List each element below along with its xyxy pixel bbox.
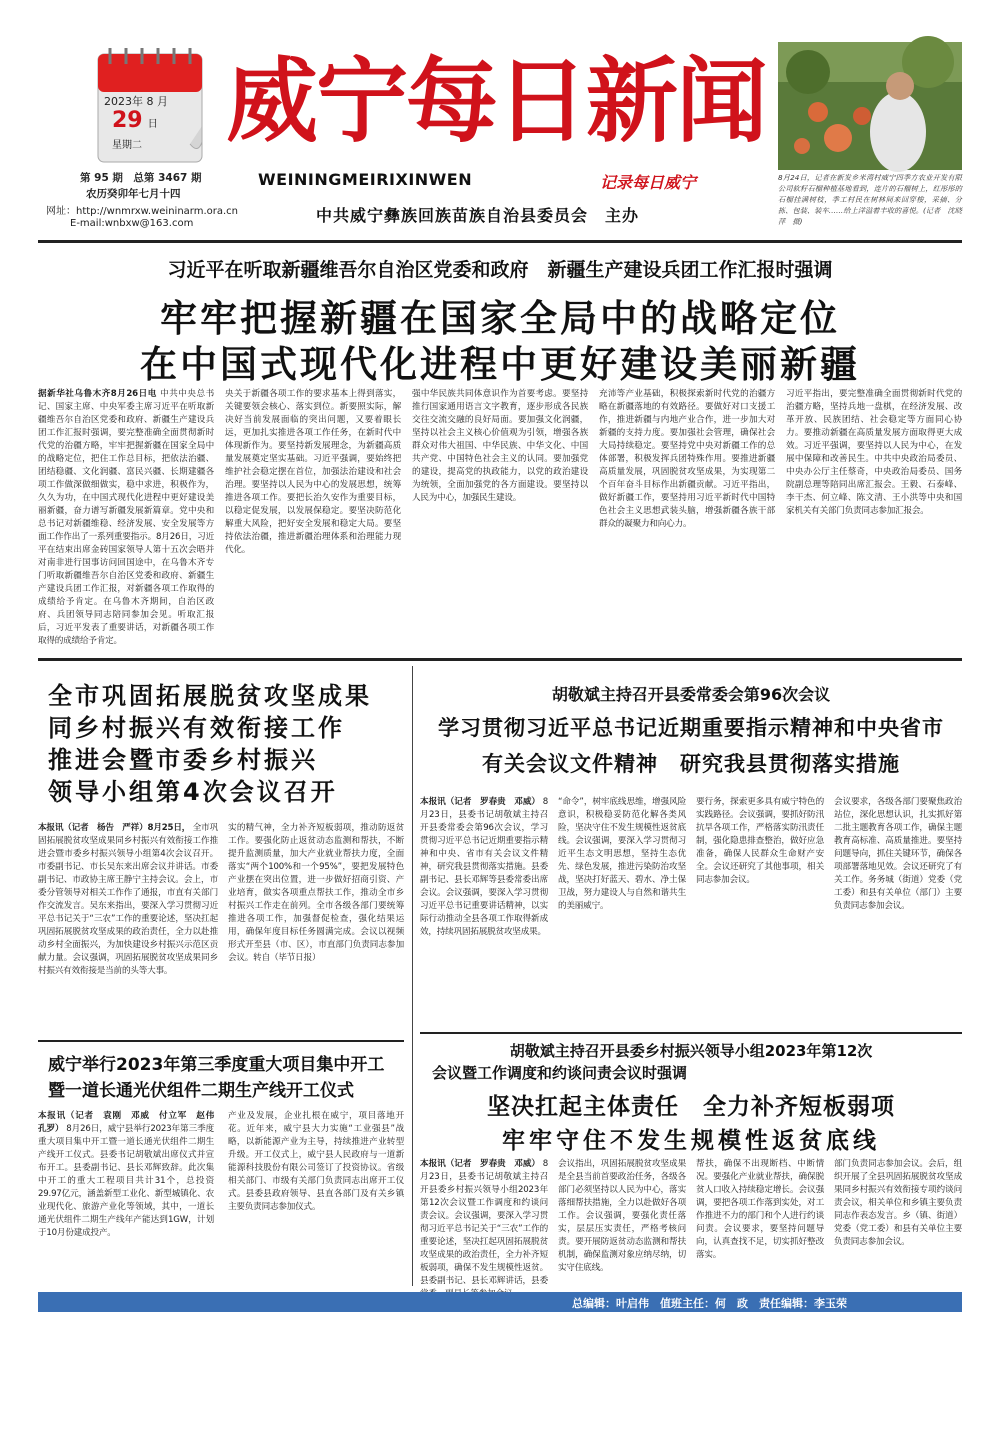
article3-text-2: “命令”，树牢底线思维，增强风险意识，积极稳妥防范化解各类风险，坚决守住不发生规模性返贫底线。会议强调，要深入学习贯彻习近平生态文明思想，坚持生态优先、绿色发展，推进污染防治攻坚战，坚决打好蓝天、碧水、净土保卫战，努力建设人与自然和谐共生的美丽威宁。	[558, 797, 686, 911]
calendar-weekday: 星期二	[112, 140, 142, 151]
article5-text-4: 部门负责同志参加会议。会后，组织开展了全县巩固拓展脱贫攻坚成果同乡村振兴有效衔接专项约谈问责会议，相关单位和乡镇主要负责同志作表态发言。乡（镇、街道）党委（党工委）和县有关单位主要负责同志参加会议。	[834, 1159, 962, 1247]
article5-byline: 本报讯（记者 罗春贵 邓威）	[420, 1159, 540, 1169]
article3-text-4: 会议要求，各级各部门要聚焦政治站位，深化思想认识，扎实抓好第二批主题教育各项工作，确保主题教育高标准、高质量推进。要坚持问题导向，抓住关键环节，确保各项部署落地见效。会议还研究了有关工作。务务城（街道）党委（党工委）和县有关单位（部门）主要负责同志参加会议。	[834, 797, 962, 911]
article3-headline-1: 学习贯彻习近平总书记近期重要指示精神和中央省市	[438, 716, 944, 740]
article5-column-3	[696, 1158, 824, 1286]
article3-column-4	[834, 796, 962, 1026]
article1-headline-1: 牢牢把握新疆在国家全局中的战略定位	[160, 297, 840, 340]
article4-column-1	[38, 1110, 223, 1286]
article5-headline-1: 坚决扛起主体责任 全力补齐短板弱项	[487, 1094, 895, 1120]
article2-headline-1: 全市巩固拓展脱贫攻坚成果	[48, 682, 372, 710]
email: E-mail:wnbxw@163.com	[70, 218, 194, 229]
newspaper-pinyin: WEININGMEIRIXINWEN	[258, 170, 473, 189]
article1-column-5	[786, 388, 962, 650]
article2-headline-3: 推进会暨市委乡村振兴	[48, 746, 318, 774]
cover-photo	[778, 42, 962, 170]
calendar-day	[112, 108, 158, 133]
article4-headline-1: 威宁举行2023年第三季度重大项目集中开工	[48, 1055, 385, 1075]
article1-text-5: 习近平指出，要完整准确全面贯彻新时代党的治疆方略，坚持兵地一盘棋，在经济发展、改革开放、民族团结、社会稳定等方面同心协力。要推动新疆在高质量发展方面取得更大成效。习近平强调，要坚持以人民为中心，在发展中保障和改善民生。中共中央政治局委员、中央办公厅主任蔡奇，中央政治局委员、国务院副总理等陪同出席汇报会。王毅、石泰峰、李干杰、何立峰、陈文清、王小洪等中央和国家机关有关部门负责同志参加汇报会。	[786, 389, 962, 516]
article4-headline	[48, 1052, 398, 1104]
masthead-rule	[38, 240, 962, 243]
article4-column-2	[228, 1110, 404, 1286]
article5-text-3: 帮扶，确保不出现断档、中断情况。要强化产业就业帮扶，确保脱贫人口收入持续稳定增长。会议强调，要把各项工作落到实处，对工作推进不力的部门和个人进行约谈问责。会议要求，要坚持问题导向，认真查找不足，切实抓好整改落实。	[696, 1159, 824, 1260]
lunar-date: 农历癸卯年七月十四	[86, 188, 181, 200]
newspaper-title: 威宁每日新闻	[226, 47, 767, 155]
article1-kicker: 习近平在听取新疆维吾尔自治区党委和政府 新疆生产建设兵团工作汇报时强调	[167, 259, 833, 281]
article3-column-1	[420, 796, 548, 1026]
article1-byline: 据新华社乌鲁木齐8月26日电	[38, 389, 157, 399]
article3-byline: 本报讯（记者 罗春贵 邓威）	[420, 797, 540, 807]
article3-column-3	[696, 796, 824, 1026]
article5-text-1: 8月23日，县委书记胡敬斌主持召开县委乡村振兴领导小组2023年第12次会议暨工作调度和约谈问责会议。会议强调，要深入学习贯彻习近平总书记关于“三农”工作的重要论述，坚决扛起巩固拓展脱贫攻坚成果的政治责任，全力补齐短板弱项，确保不发生规模性返贫。县委副书记、县长邓辉讲话，县委	[420, 1159, 548, 1286]
article3-headline-2: 有关会议文件精神 研究我县贯彻落实措施	[482, 752, 900, 776]
article2-headline	[48, 680, 388, 808]
article2-byline: 本报讯（记者 杨告 严祥）8月25日，	[38, 823, 191, 833]
article1-column-3	[412, 388, 588, 650]
article4-headline-2: 暨一道长通光伏组件二期生产线开工仪式	[48, 1081, 354, 1101]
article1-rule	[38, 658, 962, 661]
article5-headline-2: 牢牢守住不发生规模性返贫底线	[502, 1128, 880, 1154]
article1-text-1: 中共中央总书记、国家主席、中央军委主席习近平在听取新疆维吾尔自治区党委和政府、新疆生产建设兵团工作汇报时强调，要完整准确全面贯彻新时代党的治疆方略，牢牢把握新疆在国家全局中的战略定位，把住工作总目标，把依法治疆、团结稳疆、文化润疆、富民兴疆、长期建疆各项工作做深做细做实，稳中求进，积极作为，久久为功，在中国式现代化进程中更好建设美丽新疆，奋力谱写新疆发展新篇章。党中央和总书记对新疆维稳、经济发展、安全发展等方面工作作出了一系列重要指示。8月26日，习近平在结束出席金砖国家领导人第十五次会晤并对南非进行国事访问回国途中，在乌鲁木齐专门听取新疆维吾尔自治区党委和政府、新疆生产建设兵团工作汇报，对新疆各项工作取得的成绩给予肯定。在乌鲁木齐期间，自治区政府、兵团领导同志陪同参加会见。听取汇报后，习近平发表了重要讲话，对新疆各项工作取得的成绩给予肯定。	[38, 389, 214, 646]
calendar-day-number: 29	[112, 108, 143, 133]
article1-text-3: 强中华民族共同体意识作为首要考虑。要坚持推行国家通用语言文字教育，逐步形成各民族交往交流交融的良好局面。要加强文化润疆，坚持以社会主义核心价值观为引领，增强各族群众对伟大祖国、中华民族、中华文化、中国共产党、中国特色社会主义的认同。要加强党的建设，提高党的执政能力，以党的政治建设为统领，全面加强党的各方面建设。要坚持以人民为中心，加强民生建设。	[412, 389, 588, 503]
issue-number: 第 95 期 总第 3467 期	[80, 172, 202, 184]
article4-text-1: 8月26日，威宁县举行2023年第三季度重大项目集中开工暨一道长通光伏组件二期生产线开工仪式。县委书记胡敬斌出席仪式并宣布开工。县委副书记、县长邓辉致辞。此次集中开工的重大工程项目共计31个，总投资29.97亿元，涵盖新型工业化、新型城镇化、农业现代化、旅游产业化等领域，其中，一道长通光伏组件二期生产线年产能达到1GW，计划于10月份建成投产。	[38, 1124, 214, 1238]
article4-text-2: 产业及发展，企业扎根在威宁，项目落地开花。近年来，威宁县大力实施“工业强县”战略，以新能源产业为主导，持续推进产业转型升级。开工仪式上，威宁县人民政府与一道新能源科技股份有限公司签订了投资协议。省级相关部门、市级有关部门负责同志出席开工仪式。县委县政府领导、县直各部门及有关乡镇主要负责同志参加仪式。	[228, 1111, 404, 1212]
article1-text-4: 充沛等产业基础，积极探索新时代党的治疆方略在新疆落地的有效路径。要做好对口支援工作，推进新疆与内地产业合作，进一步加大对新疆的支持力度。要加强社会管理，确保社会大局持续稳定。要坚持党中央对新疆工作的总体部署，积极发挥兵团特殊作用。要推进新疆高质量发展，巩固脱贫攻坚成果，为实现第二个百年奋斗目标作出新疆贡献。习近平指出，做好新疆工作，要坚持用习近平新时代中国特色社会主义思想武装头脑，增强新疆各族干部群众的凝聚力和向心力。	[599, 389, 775, 529]
column-divider	[412, 666, 413, 1286]
calendar-year-month: 2023年 8 月	[104, 95, 168, 108]
article5-kicker-1: 胡敬斌主持召开县委乡村振兴领导小组2023年第12次	[509, 1042, 873, 1060]
article2-column-2	[228, 822, 404, 1030]
article3-kicker: 胡敬斌主持召开县委常委会第96次会议	[551, 685, 831, 704]
article1-column-1	[38, 388, 214, 650]
article1-column-4	[599, 388, 775, 650]
sponsor-line: 中共威宁彝族回族苗族自治县委员会 主办	[316, 206, 640, 225]
article1-column-2	[225, 388, 401, 650]
article3-rule	[420, 1032, 962, 1034]
photo-caption: 8月24日，记者在新发乡米湾村威宁四季方农业开发有限公司软籽石榴种植基地看到，连片的石榴树上，红彤彤的石榴挂满树枝，季工村民在树林间来回穿梭，采摘、分拣、包装、装车……给上洋溢着丰收的喜悦。(记者 沈晓萍 摄)	[778, 173, 962, 226]
calendar-day-suffix: 日	[147, 119, 158, 130]
slogan: 记录每日威宁	[600, 173, 697, 192]
article2-headline-4: 领导小组第4次会议召开	[48, 778, 338, 806]
article5-column-1	[420, 1158, 548, 1286]
footer-credits: 总编辑：叶启伟 值班主任：何 政 责任编辑：李玉荣	[572, 1297, 847, 1310]
article2-text-2: 实的精气神，全力补齐短板弱项，推动防返贫工作。要强化防止返贫动态监测和帮扶，不断提升监测质量，加大产业就业帮扶力度，全面落实“两个100%和一个95%”，要把发展特色产业摆在突出位置，进一步做好招商引资、产业培育，做实各项重点帮扶工作，推动全市乡村振兴工作走在前列。全市各级各部门要统筹推进各项工作，加强督促检查，强化结果运用，确保年度目标任务圆满完成。会议以视频形式开至县（市、区），市直部门负责同志参加会议。转自（毕节日报）	[228, 823, 404, 963]
article1-headline-2: 在中国式现代化进程中更好建设美丽新疆	[140, 343, 860, 386]
article5-text-2: 会议指出，巩固拓展脱贫攻坚成果是全县当前首要政治任务，各级各部门必须坚持以人民为中心，落实落细帮扶措施，全力以赴做好各项工作。会议强调，要强化责任落实，层层压实责任，严格考核问责。要开展防返贫动态监测和帮扶机制，确保监测对象应纳尽纳，切实守住底线。	[558, 1159, 686, 1273]
article5-kicker-2: 会议暨工作调度和约谈问责会议时强调	[432, 1064, 688, 1082]
article2-headline-2: 同乡村振兴有效衔接工作	[48, 714, 345, 742]
article3-text-3: 要行务，探索更多具有威宁特色的实践路径。会议强调，要抓好防汛抗旱各项工作，严格落实防汛责任制，强化隐患排查整治，做好应急准备，确保人民群众生命财产安全。会议还研究了其他事项，相关同志参加会议。	[696, 797, 824, 885]
article2-column-1	[38, 822, 218, 1030]
article2-rule	[38, 1040, 404, 1042]
article4-byline: 本报讯（记者 袁刚 邓威 付立军 赵伟 孔罗）	[38, 1111, 223, 1134]
article5-column-4	[834, 1158, 962, 1286]
article1-text-2: 央关于新疆各项工作的要求基本上得到落实，关键要领会核心、落实到位。新要照实际，解决好当前发展面临的突出问题，又要着眼长远，更加扎实推进各项工作任务，在新时代中体现新作为。要坚持新发展理念，为新疆高质量发展奠定坚实基础。习近平强调，要始终把维护社会稳定摆在首位，加强法治建设和社会治理。要坚持以人民为中心的发展思想，统筹推进各项工作。要把长治久安作为重要目标，以稳定促发展，以发展保稳定。要坚决防范化解重大风险，把好安全发展和稳定大局。要坚持依法治疆，推进新疆治理体系和治理能力现代化。	[225, 389, 401, 555]
article3-text-1: 8月23日，县委书记胡敬斌主持召开县委常委会第96次会议，学习贯彻习近平总书记近期重要指示精神和中央、省市有关会议文件精神，研究我县贯彻落实措施。县委副书记、县长邓辉等县委常委出席会议。会议强调，要深入学习贯彻习近平总书记重要讲话精神，以实际行动推动全县各项工作取得新成效，持续巩固拓展脱贫攻坚成果。	[420, 797, 548, 937]
website: 网址：http://wnmrxw.weininarm.ora.cn	[46, 206, 239, 217]
article5-column-2	[558, 1158, 686, 1286]
article2-text-1: 全市巩固拓展脱贫攻坚成果同乡村振兴有效衔接工作推进会暨市委乡村振兴领导小组第4次会议召开。市委副书记、市长吴东来出席会议并讲话。市委副书记、市政协主席王静宁主持会议。会上，市委分管领导对相关工作作了通报，市直有关部门作交流发言。吴东来指出，要深入学习贯彻习近平总书记关于“三农”工作的重要论述，坚决扛起巩固拓展脱贫攻坚成果的政治责任，全力以赴推动乡村全面振兴，为加快建设乡村振兴示范区贡献力量。会议强调，巩固拓展脱贫攻坚成果同乡村振兴有效衔接是当前的头等大事。	[38, 823, 218, 976]
article3-column-2	[558, 796, 686, 1026]
